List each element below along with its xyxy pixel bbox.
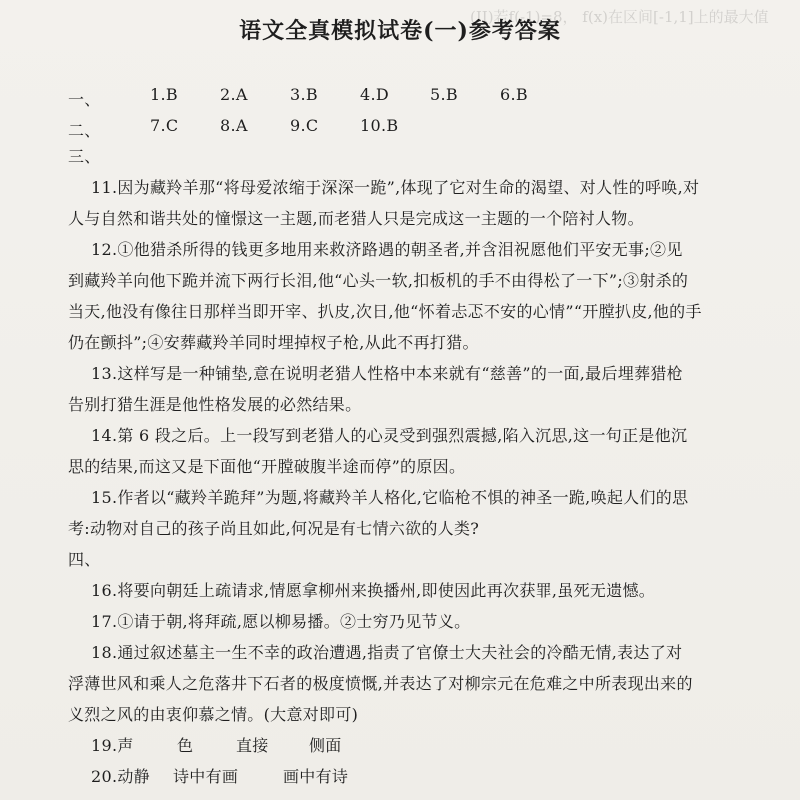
section-2-row (68, 116, 426, 141)
q12-line-4: 仍在颤抖”;④安葬藏羚羊同时埋掉杈子枪,从此不再打猎。 (68, 333, 479, 352)
q20-item-2: 画中有诗 (283, 767, 349, 786)
q15-line-1: 15.作者以“藏羚羊跪拜”为题,将藏羚羊人格化,它临枪不惧的神圣一跪,唤起人们的思 (91, 488, 689, 507)
q19-item-3: 侧面 (309, 736, 342, 755)
answer-7: 7.C (150, 116, 179, 135)
q14-line-1: 14.第 6 段之后。上一段写到老猎人的心灵受到强烈震撼,陷入沉思,这一句正是他沉 (91, 426, 688, 445)
q19-item-2: 直接 (236, 736, 269, 755)
q20-row (91, 767, 511, 787)
q19-row (91, 736, 511, 756)
section-4-label: 四、 (68, 550, 101, 569)
section-2-label: 二、 (68, 121, 101, 140)
answer-1: 1.B (150, 85, 178, 104)
q18-line-3: 义烈之风的由衷仰慕之情。(大意对即可) (68, 705, 359, 724)
answer-6: 6.B (500, 85, 528, 104)
q18-line-2: 浮薄世风和乘人之危落井下石者的极度愤慨,并表达了对柳宗元在危难之中所表现出来的 (68, 674, 693, 693)
q11-line-1: 11.因为藏羚羊那“将母爱浓缩于深深一跪”,体现了它对生命的渴望、对人性的呼唤,对 (91, 178, 700, 197)
q19-number: 19.声 (91, 736, 134, 755)
q12-line-3: 当天,他没有像往日那样当即开宰、扒皮,次日,他“怀着忐忑不安的心情”“开膛扒皮,他的手 (68, 302, 702, 321)
q14-line-2: 思的结果,而这又是下面他“开膛破腹半途而停”的原因。 (68, 457, 466, 476)
answer-9: 9.C (290, 116, 319, 135)
section-3-label: 三、 (68, 147, 101, 166)
answer-3: 3.B (290, 85, 318, 104)
q17-line: 17.①请于朝,将拜疏,愿以柳易播。②士穷乃见节义。 (91, 612, 471, 631)
section-1-row (68, 85, 526, 110)
answer-5: 5.B (430, 85, 458, 104)
q11-line-2: 人与自然和谐共处的憧憬这一主题,而老猎人只是完成这一主题的一个陪衬人物。 (68, 209, 644, 228)
answer-8: 8.A (220, 116, 248, 135)
answer-2: 2.A (220, 85, 248, 104)
q20-item-1: 诗中有画 (173, 767, 239, 786)
answer-10: 10.B (360, 116, 399, 135)
section-1-label: 一、 (68, 90, 101, 109)
q19-item-1: 色 (177, 736, 194, 755)
q13-line-1: 13.这样写是一种铺垫,意在说明老猎人性格中本来就有“慈善”的一面,最后埋葬猎枪 (91, 364, 683, 383)
q18-line-1: 18.通过叙述墓主一生不幸的政治遭遇,指责了官僚士大夫社会的冷酷无情,表达了对 (91, 643, 683, 662)
q20-number: 20.动静 (91, 767, 150, 786)
q13-line-2: 告别打猎生涯是他性格发展的必然结果。 (68, 395, 362, 414)
bleed-through-text: (II)若f(-1)=8， f(x)在区间[-1,1]上的最大值 (470, 8, 769, 26)
q12-line-1: 12.①他猎杀所得的钱更多地用来救济路遇的朝圣者,并含泪祝愿他们平安无事;②见 (91, 240, 683, 259)
answer-4: 4.D (360, 85, 389, 104)
q12-line-2: 到藏羚羊向他下跪并流下两行长泪,他“心头一软,扣板机的手不由得松了一下”;③射杀的 (68, 271, 689, 290)
q15-line-2: 考:动物对自己的孩子尚且如此,何况是有七情六欲的人类? (68, 519, 480, 538)
page-title: 语文全真模拟试卷(一)参考答案 (239, 18, 561, 44)
q16-line: 16.将要向朝廷上疏请求,情愿拿柳州来换播州,即使因此再次获罪,虽死无遗憾。 (91, 581, 656, 600)
